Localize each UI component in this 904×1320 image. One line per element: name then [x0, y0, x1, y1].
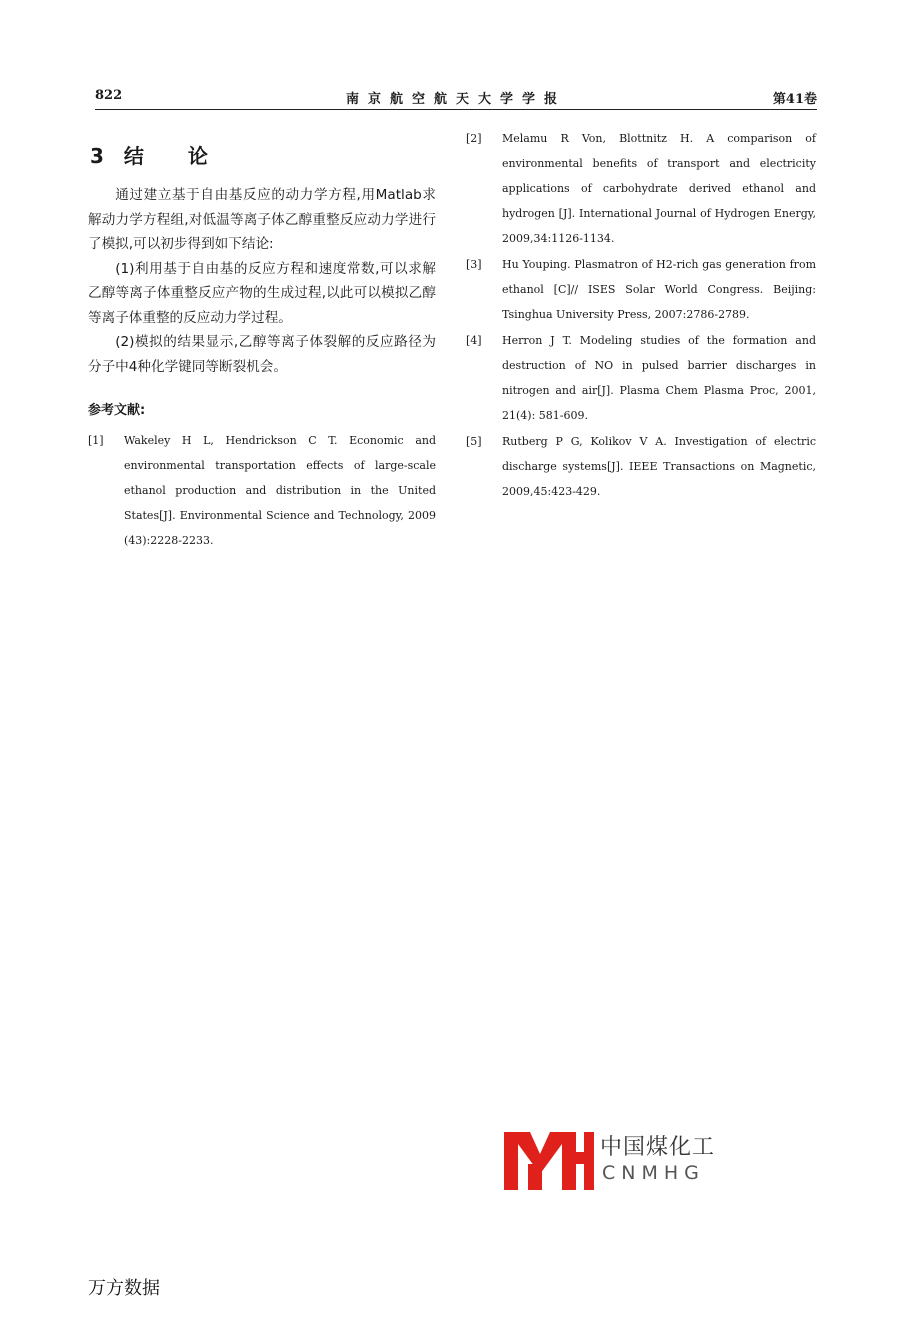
references-heading: 参考文献:	[88, 403, 146, 418]
page-number: 822	[95, 88, 123, 103]
left-column	[88, 136, 436, 554]
reference-5-text: Rutberg P G, Kolikov V A. Investigation of electric discharge systems[J]. IEEE Transactions on Magnetic, 2009,45:423-429.	[502, 435, 816, 498]
reference-2-text: Melamu R Von, Blottnitz H. A comparison of environmental benefits of transport and electricity applications of carbohydrate derived ethanol and hydrogen [J]. International Journal of Hydrogen Energy, 2009,34:1126-1134.	[502, 132, 816, 245]
cnmhg-logo	[504, 1130, 764, 1192]
reference-3-text: Hu Youping. Plasmatron of H2-rich gas generation from ethanol [C]// ISES Solar World Congress. Beijing: Tsinghua University Press, 2007:2786-2789.	[502, 258, 816, 321]
volume-label: 第41卷	[772, 92, 817, 107]
journal-title: 南京航空航天大学学报	[345, 92, 566, 107]
running-header	[95, 84, 817, 110]
conclusion-paragraph-2: (1)利用基于自由基的反应方程和速度常数,可以求解乙醇等离子体重整反应产物的生成过程,以此可以模拟乙醇等离子体重整的反应动力学过程。	[88, 260, 436, 326]
right-column	[466, 126, 816, 505]
conclusion-paragraph-3: (2)模拟的结果显示,乙醇等离子体裂解的反应路径为分子中4种化学键同等断裂机会。	[88, 334, 436, 375]
wanfang-watermark: 万方数据	[88, 1278, 160, 1299]
reference-4-tag: [4]	[466, 334, 482, 347]
reference-1-tag: [1]	[88, 434, 104, 447]
section-title-char-2: 论	[187, 144, 208, 168]
reference-5	[466, 429, 816, 504]
conclusion-paragraph-1: 通过建立基于自由基反应的动力学方程,用Matlab求解动力学方程组,对低温等离子体乙醇重整反应动力学进行了模拟,可以初步得到如下结论:	[88, 187, 436, 252]
reference-5-tag: [5]	[466, 435, 482, 448]
section-number: 3	[90, 144, 104, 168]
reference-2-tag: [2]	[466, 132, 482, 145]
header-rule	[95, 109, 817, 110]
reference-3-tag: [3]	[466, 258, 482, 271]
reference-4-text: Herron J T. Modeling studies of the formation and destruction of NO in pulsed barrier discharges in nitrogen and air[J]. Plasma Chem Plasma Proc, 2001, 21(4): 581-609.	[502, 334, 816, 422]
reference-4	[466, 328, 816, 428]
reference-1-text: Wakeley H L, Hendrickson C T. Economic and environmental transportation effects of large-scale ethanol production and distribution in the United States[J]. Environmental Science and Technology, 2009 (43):2228-2233.	[124, 434, 436, 547]
logo-english-text: CNMHG	[602, 1162, 705, 1184]
reference-3	[466, 252, 816, 327]
reference-2	[466, 126, 816, 251]
logo-chinese-text: 中国煤化工	[600, 1135, 716, 1160]
mh-logo-mark-icon	[504, 1130, 596, 1192]
section-title-char-1: 结	[123, 144, 144, 168]
reference-1	[88, 428, 436, 553]
section-heading	[90, 140, 436, 169]
